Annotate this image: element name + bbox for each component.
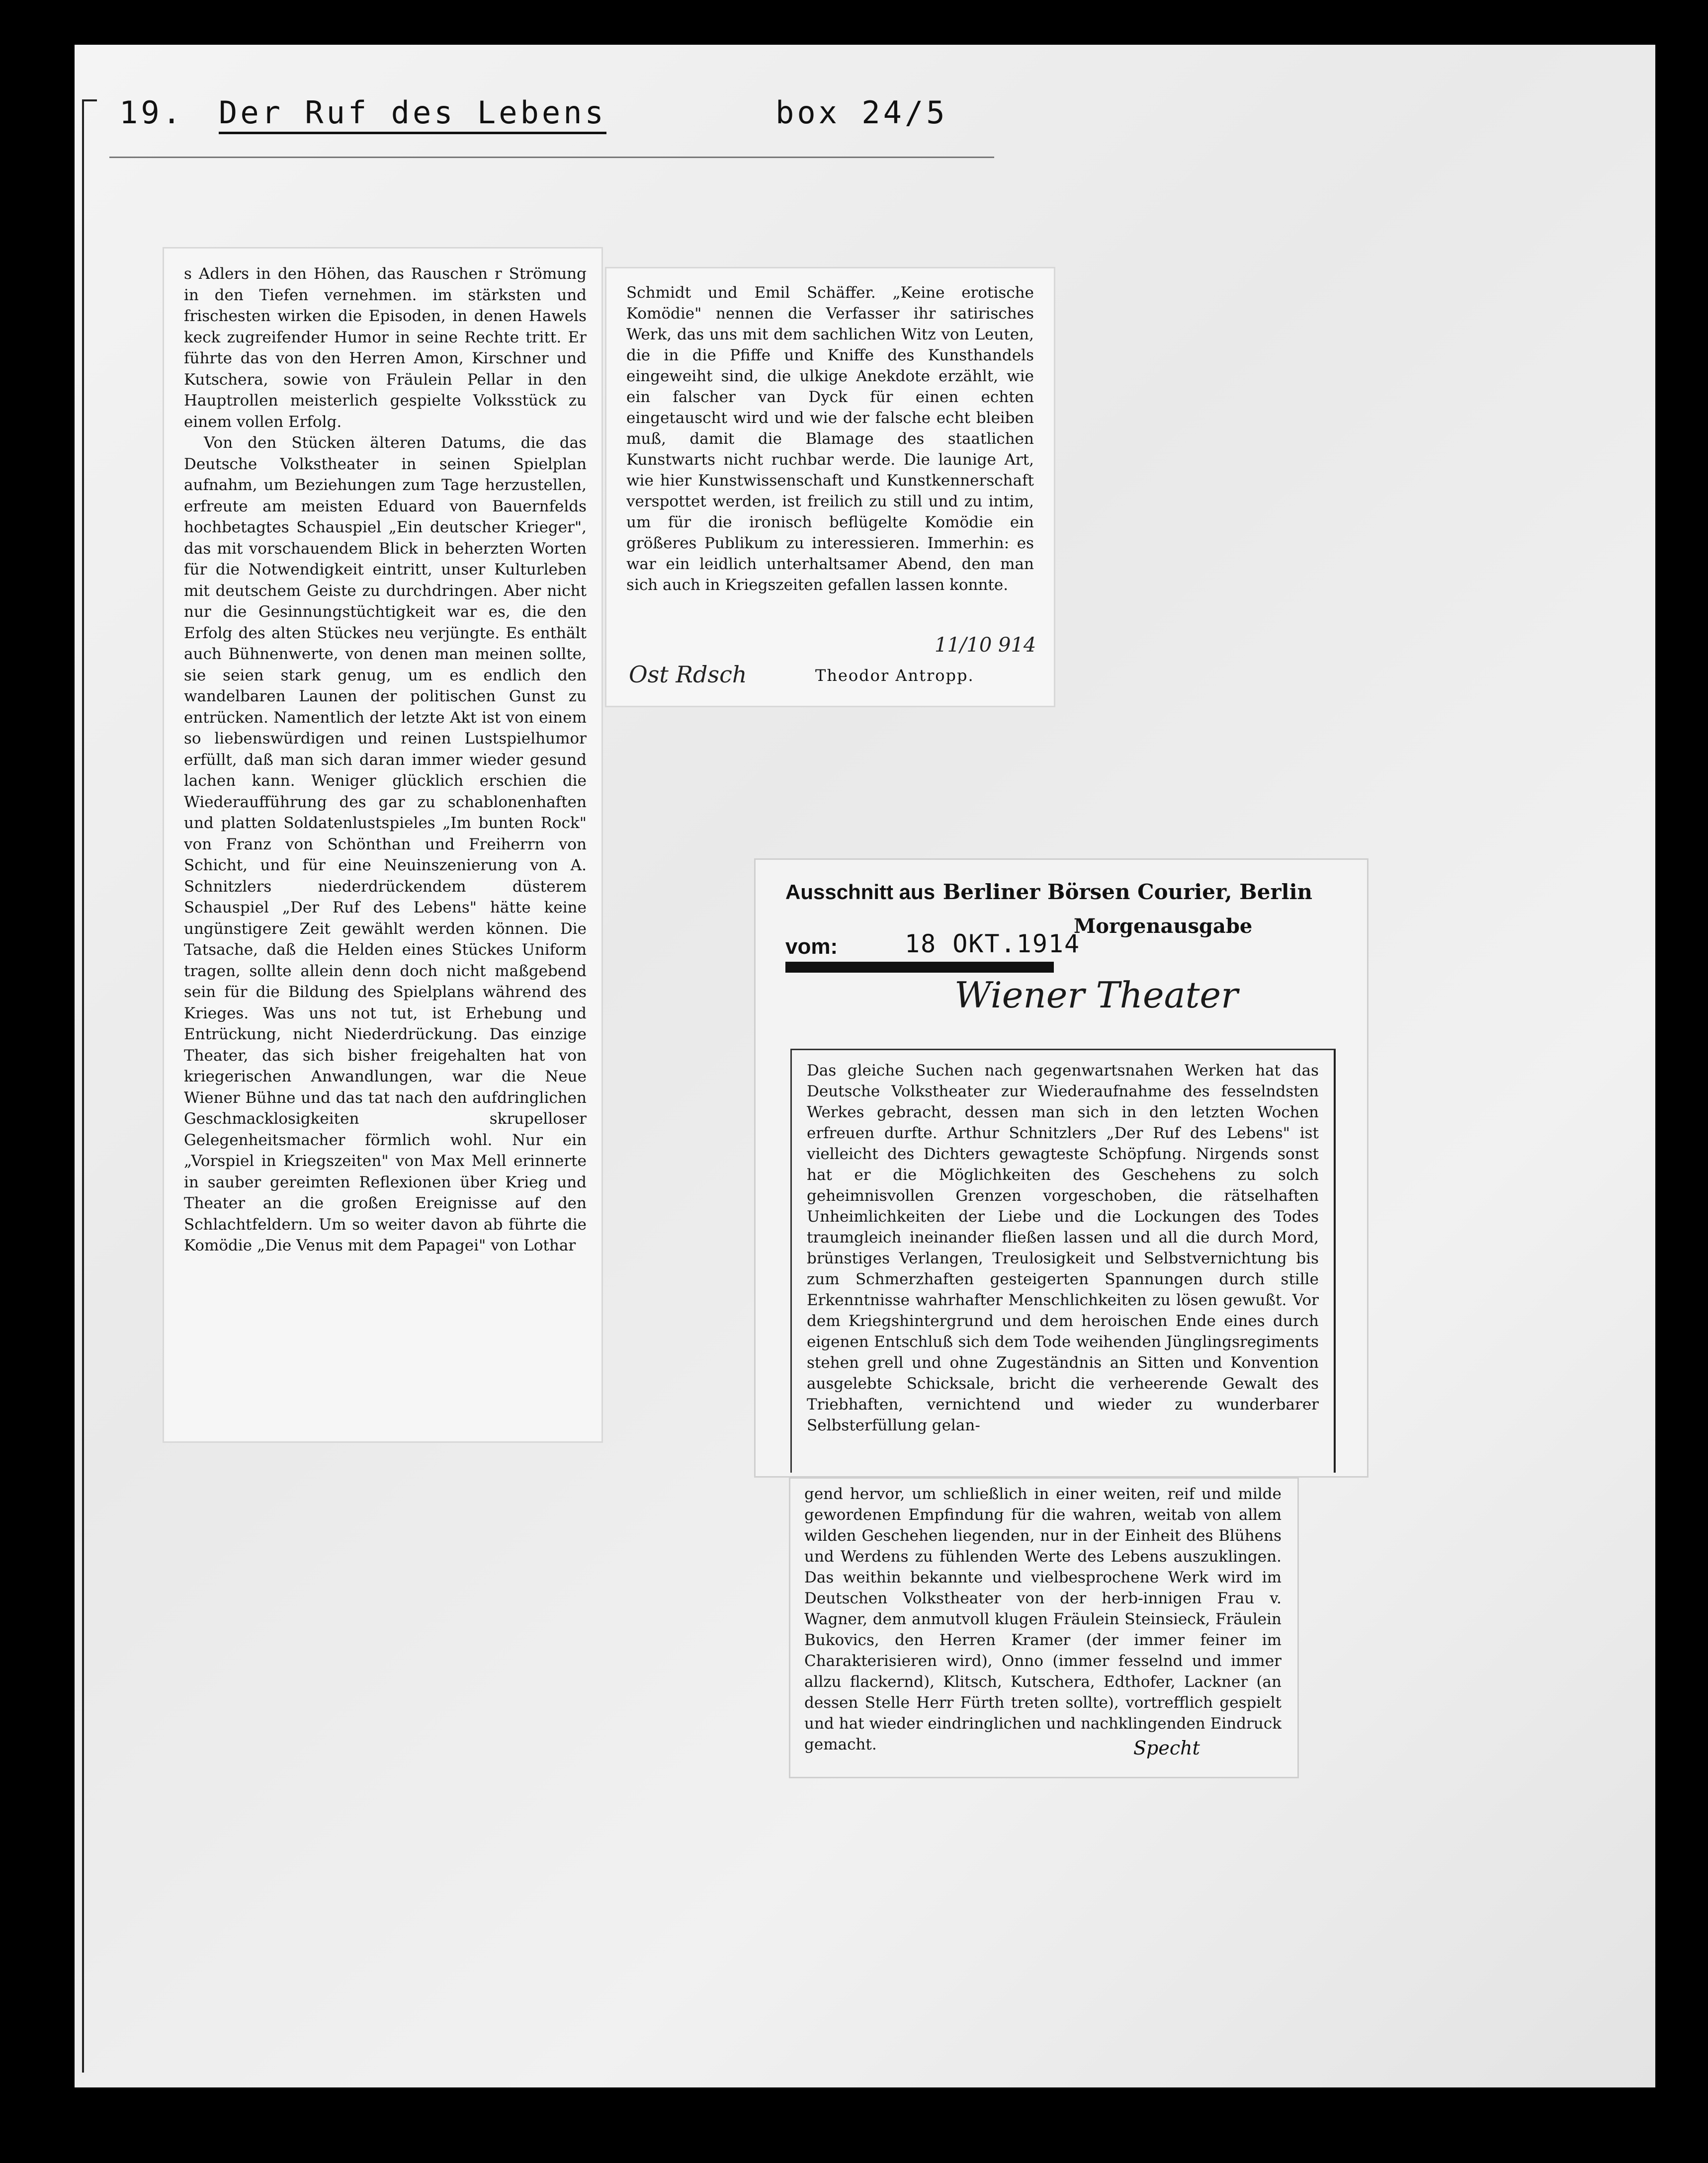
stamp-bar (785, 962, 1054, 973)
courier-article-text: Das gleiche Suchen nach gegenwartsnahen Werken hat das Deutsche Volkstheater zur Wiederaufnahme des fesselndsten Werkes gebracht, dessen man sich in den letzten Wochen erfreuen durfte. Arthur Schnitzlers „Der Ruf des Lebens" ist vielleicht des Dichters gewagteste Schöpfung. Nirgends sonst hat er die Möglichkeiten des Geschehens zu solch geheimnisvollen Grenzen vorgeschoben, die rätselhaften Unheimlichkeiten der Liebe und die Lockungen des Todes traumgleich ineinander fließen lassen und all die durch Mord, brünstiges Verlangen, Treulosigkeit und Selbstvernichtung bis zum Schmerzhaften gesteigerten Spannungen durch stille Erkenntnisse wahrhafter Menschlichkeiten zu lösen gewußt. Vor dem Kriegshintergrund und dem heroischen Ende eines durch eigenen Entschluß sich dem Tode weihenden Jünglingsregiments stehen grell und ohne Zugeständnis an Sitten und Konvention ausgelebte Schicksale, bricht die verheerende Gewalt des Triebhaften, vernichtend und wieder zu wunderbarer Selbsterfüllung gelan- (807, 1062, 1319, 1434)
clipping-courier-continued (790, 1479, 1297, 1777)
play-title: Der Ruf des Lebens (219, 94, 606, 134)
clipping-right-top (606, 268, 1054, 706)
courier-article-box (790, 1049, 1336, 1473)
clipping-left-text (184, 263, 587, 1256)
stamp-label: Ausschnitt aus (785, 880, 936, 904)
paragraph: s Adlers in den Höhen, das Rauschen r Strömung in den Tiefen vernehmen. im stärksten und frischesten wirken die Episoden, in denen Hawels keck zugreifender Humor in seine Rechte tritt. Er führte das von den Herren Amon, Kirschner und Kutschera, sowie von Fräulein Pellar in den Hauptrollen meisterlich gespielte Volksstück zu einem vollen Erfolg. (184, 265, 587, 431)
clipping-stamp (785, 880, 1312, 904)
clipping-left-column (164, 249, 601, 1441)
vom-label: vom: (785, 934, 838, 959)
edition-label: Morgenausgabe (1074, 915, 1253, 938)
date-stamp: 18 OKT.1914 (905, 929, 1081, 958)
item-number: 19. (119, 94, 184, 131)
paragraph: Von den Stücken älteren Datums, die das Deutsche Volkstheater in seinen Spielplan aufnahm, um Beziehungen zum Tage herzustellen, erfreute am meisten Eduard von Bauernfelds hochbetagtes Schauspiel „Ein deutscher Krieger", das mit vorschauendem Blick in beherzten Worten für die Notwendigkeit eintritt, unser Kulturleben mit deutschem Geiste zu durchdringen. Aber nicht nur die Gesinnungstüchtigkeit war es, die den Erfolg des alten Stückes neu verjüngte. Es enthält auch Bühnenwerte, von denen man meinen sollte, sie seien stark genug, um es endlich den wandelbaren Launen der politischen Gunst zu entrücken. Namentlich der letzte Akt ist von einem so liebenswürdigen und reinen Lustspielhumor erfüllt, daß man sich daran immer wieder gesund lachen kann. Weniger glücklich erschien die Wiederaufführung des gar zu schablonenhaften und platten Soldatenlustspieles „Im bunten Rock" von Franz von Schönthan und Freiherrn von Schicht, und für eine Neuinszenierung von A. Schnitzlers niederdrückendem düsterem Schauspiel „Der Ruf des Lebens" hätte keine ungünstigere Zeit gewählt werden können. Die Tatsache, daß die Helden eines Stückes Uniform tragen, sollte allein denn doch nicht maßgebend sein für die Bildung des Spielplans während des Krieges. Was uns not tut, ist Erhebung und Entrückung, nicht Niederdrückung. Das einzige Theater, das sich bisher freigehalten hat von kriegerischen Anwandlungen, war die Neue Wiener Bühne und das tat nach den aufdringlichen Geschmacklosigkeiten skrupelloser Gelegenheitsmacher förmlich wohl. Nur ein „Vorspiel in Kriegszeiten" von Max Mell erinnerte in sauber gereimten Reflexionen über Krieg und Theater an die großen Ereignisse auf den Schlachtfeldern. Um so weiter davon ab führte die Komödie „Die Venus mit dem Papagei" von Lothar (184, 434, 587, 1254)
box-label: box 24/5 (775, 94, 948, 131)
stamp-paper: Berliner Börsen Courier, Berlin (942, 880, 1313, 904)
header-rule (109, 157, 994, 158)
clipping-courier (756, 860, 1367, 1476)
clipping-right-top-text: Schmidt und Emil Schäffer. „Keine erotische Komödie" nennen die Verfasser ihr satirisches Werk, das uns mit dem sachlichen Witz von Leuten, die in die Pfiffe und Kniffe des Kunsthandels eingeweiht sind, die ulkige Anekdote erzählt, wie ein falscher van Dyck für einen echten eingetauscht wird und wie der falsche echt bleiben muß, damit die Blamage des staatlichen Kunstwarts nicht ruchbar werde. Die launige Art, wie hier Kunstwissenschaft und Kunstkennerschaft verspottet werden, ist freilich zu still und zu intim, um für die ironisch beflügelte Komödie ein größeres Publikum zu interessieren. Immerhin: es war ein leidlich unterhaltsamer Abend, den man sich auch in Kriegszeiten gefallen lassen konnte. (626, 284, 1034, 594)
handwritten-date: 11/10 914 (935, 634, 1036, 657)
handwritten-heading: Wiener Theater (954, 974, 1238, 1016)
courier-continued-text: gend hervor, um schließlich in einer weiten, reif und milde gewordenen Empfindung für die wahren, weitab von allem wilden Geschehen liegenden, nur in der Einheit des Blühens und Werdens zu fühlenden Werte des Lebens auszuklingen. Das weithin bekannte und vielbesprochene Werk wird im Deutschen Volkstheater von der herb-innigen Frau v. Wagner, dem anmutvoll klugen Fräulein Steinsieck, Fräulein Bukovics, den Herren Kramer (der immer feiner im Charakterisieren wird), Onno (immer fesselnd und immer allzu flackernd), Klitsch, Kutschera, Edthofer, Lackner (an dessen Stelle Herr Fürth treten sollte), vortrefflich gespielt und hat wieder eindringlichen und nachklingenden Eindruck gemacht. (804, 1485, 1281, 1753)
handwritten-source: Ost Rdsch (629, 661, 747, 688)
margin-line (82, 99, 84, 2073)
author-signature: Theodor Antropp. (815, 666, 974, 685)
margin-tick (82, 99, 97, 101)
handwritten-signature: Specht (1133, 1737, 1200, 1759)
